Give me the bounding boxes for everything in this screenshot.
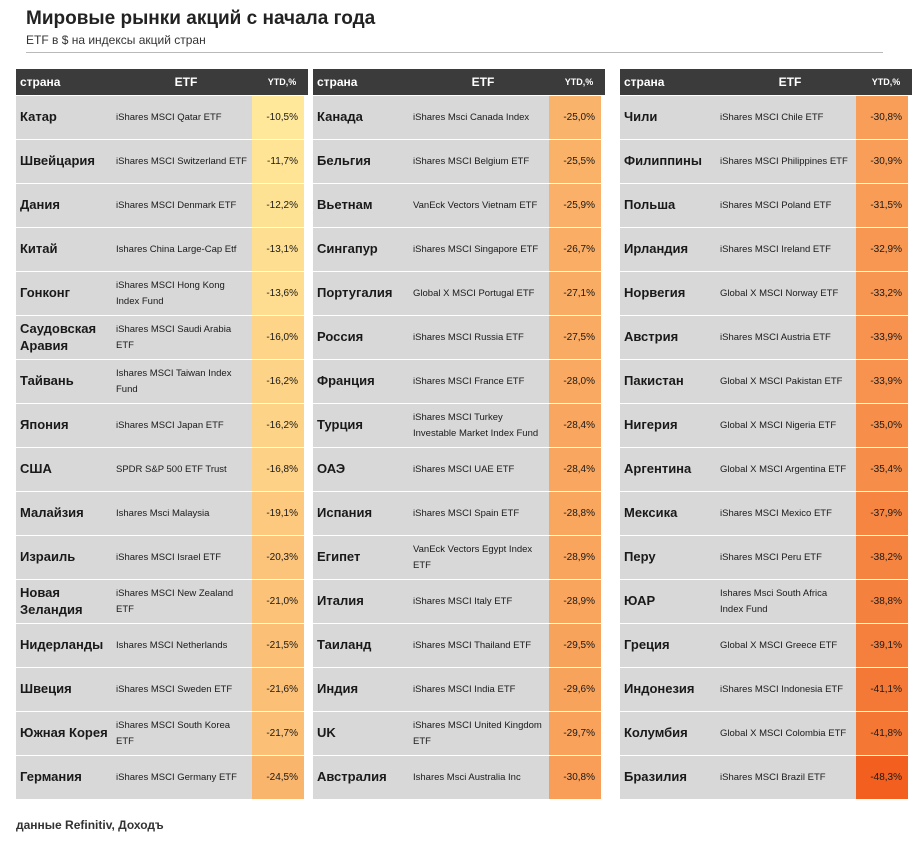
etf-cell: iShares MSCI Thailand ETF	[409, 624, 549, 667]
country-cell: Португалия	[313, 272, 409, 315]
country-cell: UK	[313, 712, 409, 755]
ytd-cell: -29,7%	[549, 712, 601, 755]
country-cell: Гонконг	[16, 272, 112, 315]
table-row	[313, 535, 605, 579]
country-cell: Польша	[620, 184, 716, 227]
country-cell: Норвегия	[620, 272, 716, 315]
table-row	[620, 535, 912, 579]
etf-cell: VanEck Vectors Vietnam ETF	[409, 184, 549, 227]
etf-cell: iShares MSCI Poland ETF	[716, 184, 856, 227]
country-cell: Турция	[313, 404, 409, 447]
etf-cell: iShares MSCI Belgium ETF	[409, 140, 549, 183]
ytd-cell: -28,4%	[549, 448, 601, 491]
ytd-cell: -11,7%	[252, 140, 304, 183]
ytd-cell: -20,3%	[252, 536, 304, 579]
etf-cell: iShares MSCI Russia ETF	[409, 316, 549, 359]
ytd-cell: -33,9%	[856, 316, 908, 359]
etf-cell: iShares MSCI Austria ETF	[716, 316, 856, 359]
country-cell: Пакистан	[620, 360, 716, 403]
table-row	[16, 447, 308, 491]
country-cell: Ирландия	[620, 228, 716, 271]
etf-cell: Ishares Msci South Africa Index Fund	[716, 580, 856, 623]
table-row	[313, 139, 605, 183]
table-header	[313, 69, 605, 95]
etf-cell: iShares MSCI Hong Kong Index Fund	[112, 272, 252, 315]
header-country: страна	[20, 75, 61, 89]
etf-cell: Global X MSCI Portugal ETF	[409, 272, 549, 315]
etf-cell: Global X MSCI Greece ETF	[716, 624, 856, 667]
ytd-cell: -28,4%	[549, 404, 601, 447]
ytd-cell: -38,2%	[856, 536, 908, 579]
country-cell: Южная Корея	[16, 712, 112, 755]
table-row	[620, 95, 912, 139]
country-cell: Бельгия	[313, 140, 409, 183]
country-cell: Аргентина	[620, 448, 716, 491]
ytd-cell: -24,5%	[252, 756, 304, 799]
ytd-cell: -29,6%	[549, 668, 601, 711]
ytd-cell: -30,9%	[856, 140, 908, 183]
etf-cell: iShares MSCI Chile ETF	[716, 96, 856, 139]
table-row	[16, 491, 308, 535]
ytd-cell: -26,7%	[549, 228, 601, 271]
ytd-cell: -27,5%	[549, 316, 601, 359]
ytd-cell: -16,0%	[252, 316, 304, 359]
table-row	[620, 755, 912, 799]
country-cell: Малайзия	[16, 492, 112, 535]
etf-cell: Global X MSCI Pakistan ETF	[716, 360, 856, 403]
table-row	[16, 667, 308, 711]
table-row	[313, 271, 605, 315]
etf-cell: Ishares MSCI Taiwan Index Fund	[112, 360, 252, 403]
ytd-cell: -35,0%	[856, 404, 908, 447]
ytd-cell: -33,2%	[856, 272, 908, 315]
country-cell: Австрия	[620, 316, 716, 359]
table-row	[620, 403, 912, 447]
title-divider	[26, 52, 883, 53]
country-cell: Нидерланды	[16, 624, 112, 667]
etf-cell: Global X MSCI Argentina ETF	[716, 448, 856, 491]
ytd-cell: -13,6%	[252, 272, 304, 315]
table-row	[313, 579, 605, 623]
table-row	[313, 183, 605, 227]
etf-cell: iShares MSCI Indonesia ETF	[716, 668, 856, 711]
ytd-cell: -35,4%	[856, 448, 908, 491]
table-row	[313, 491, 605, 535]
header-ytd: YTD,%	[267, 77, 297, 87]
ytd-cell: -39,1%	[856, 624, 908, 667]
table-row	[16, 227, 308, 271]
table-row	[16, 359, 308, 403]
etf-cell: iShares MSCI Peru ETF	[716, 536, 856, 579]
country-cell: ОАЭ	[313, 448, 409, 491]
ytd-cell: -16,8%	[252, 448, 304, 491]
country-cell: Китай	[16, 228, 112, 271]
ytd-cell: -27,1%	[549, 272, 601, 315]
etf-cell: iShares MSCI Brazil ETF	[716, 756, 856, 799]
table-row	[620, 359, 912, 403]
etf-cell: iShares MSCI Switzerland ETF	[112, 140, 252, 183]
country-cell: Франция	[313, 360, 409, 403]
ytd-cell: -29,5%	[549, 624, 601, 667]
ytd-cell: -28,8%	[549, 492, 601, 535]
table-row	[313, 359, 605, 403]
header-country: страна	[317, 75, 358, 89]
etf-cell: Global X MSCI Nigeria ETF	[716, 404, 856, 447]
source-note: данные Refinitiv, Доходъ	[16, 818, 164, 832]
etf-cell: Global X MSCI Norway ETF	[716, 272, 856, 315]
header-ytd: YTD,%	[871, 77, 901, 87]
table-row	[313, 755, 605, 799]
country-cell: Таиланд	[313, 624, 409, 667]
etf-cell: iShares MSCI Sweden ETF	[112, 668, 252, 711]
etf-cell: iShares MSCI New Zealand ETF	[112, 580, 252, 623]
country-cell: Чили	[620, 96, 716, 139]
ytd-cell: -10,5%	[252, 96, 304, 139]
ytd-cell: -41,8%	[856, 712, 908, 755]
table-row	[620, 667, 912, 711]
table-row	[620, 711, 912, 755]
table-row	[16, 183, 308, 227]
header-etf: ETF	[174, 75, 198, 89]
table-row	[620, 139, 912, 183]
table-row	[16, 623, 308, 667]
etf-cell: iShares MSCI Spain ETF	[409, 492, 549, 535]
country-cell: Египет	[313, 536, 409, 579]
ytd-cell: -25,5%	[549, 140, 601, 183]
ytd-cell: -41,1%	[856, 668, 908, 711]
etf-cell: iShares MSCI Denmark ETF	[112, 184, 252, 227]
etf-cell: iShares MSCI South Korea ETF	[112, 712, 252, 755]
table-row	[620, 183, 912, 227]
table-row	[16, 95, 308, 139]
ytd-cell: -33,9%	[856, 360, 908, 403]
country-cell: Тайвань	[16, 360, 112, 403]
table-row	[16, 579, 308, 623]
table-header	[16, 69, 308, 95]
country-cell: Израиль	[16, 536, 112, 579]
table-row	[16, 271, 308, 315]
country-cell: Испания	[313, 492, 409, 535]
etf-cell: iShares MSCI Mexico ETF	[716, 492, 856, 535]
country-cell: Вьетнам	[313, 184, 409, 227]
market-table-2	[313, 69, 605, 799]
table-row	[16, 755, 308, 799]
etf-cell: Ishares Msci Australia Inc	[409, 756, 549, 799]
country-cell: Швеция	[16, 668, 112, 711]
etf-cell: iShares MSCI Singapore ETF	[409, 228, 549, 271]
market-table-1	[16, 69, 308, 799]
etf-cell: iShares MSCI India ETF	[409, 668, 549, 711]
etf-cell: iShares MSCI Italy ETF	[409, 580, 549, 623]
table-row	[313, 403, 605, 447]
etf-cell: iShares MSCI Germany ETF	[112, 756, 252, 799]
country-cell: Греция	[620, 624, 716, 667]
ytd-cell: -21,0%	[252, 580, 304, 623]
table-row	[620, 315, 912, 359]
table-row	[620, 227, 912, 271]
country-cell: Филиппины	[620, 140, 716, 183]
table-row	[16, 535, 308, 579]
etf-cell: SPDR S&P 500 ETF Trust	[112, 448, 252, 491]
etf-cell: iShares MSCI Japan ETF	[112, 404, 252, 447]
country-cell: Австралия	[313, 756, 409, 799]
table-row	[16, 139, 308, 183]
country-cell: Сингапур	[313, 228, 409, 271]
ytd-cell: -38,8%	[856, 580, 908, 623]
page-title: Мировые рынки акций с начала года	[26, 8, 376, 29]
etf-cell: iShares MSCI France ETF	[409, 360, 549, 403]
ytd-cell: -13,1%	[252, 228, 304, 271]
table-row	[16, 403, 308, 447]
table-row	[620, 447, 912, 491]
header-country: страна	[624, 75, 665, 89]
etf-cell: Ishares China Large-Cap Etf	[112, 228, 252, 271]
ytd-cell: -21,7%	[252, 712, 304, 755]
ytd-cell: -19,1%	[252, 492, 304, 535]
country-cell: Индия	[313, 668, 409, 711]
ytd-cell: -48,3%	[856, 756, 908, 799]
country-cell: Мексика	[620, 492, 716, 535]
etf-cell: iShares MSCI Ireland ETF	[716, 228, 856, 271]
country-cell: Канада	[313, 96, 409, 139]
country-cell: Швейцария	[16, 140, 112, 183]
country-cell: Индонезия	[620, 668, 716, 711]
table-row	[313, 447, 605, 491]
page-subtitle: ETF в $ на индексы акций стран	[26, 33, 206, 47]
table-row	[313, 95, 605, 139]
country-cell: Бразилия	[620, 756, 716, 799]
country-cell: Саудовская Аравия	[16, 316, 112, 359]
table-row	[16, 711, 308, 755]
ytd-cell: -12,2%	[252, 184, 304, 227]
table-row	[620, 623, 912, 667]
ytd-cell: -32,9%	[856, 228, 908, 271]
country-cell: Италия	[313, 580, 409, 623]
ytd-cell: -28,9%	[549, 536, 601, 579]
country-cell: Германия	[16, 756, 112, 799]
ytd-cell: -31,5%	[856, 184, 908, 227]
etf-cell: iShares MSCI United Kingdom ETF	[409, 712, 549, 755]
ytd-cell: -28,9%	[549, 580, 601, 623]
country-cell: Нигерия	[620, 404, 716, 447]
ytd-cell: -30,8%	[549, 756, 601, 799]
country-cell: Колумбия	[620, 712, 716, 755]
table-row	[313, 667, 605, 711]
country-cell: Россия	[313, 316, 409, 359]
etf-cell: iShares MSCI Saudi Arabia ETF	[112, 316, 252, 359]
ytd-cell: -37,9%	[856, 492, 908, 535]
table-row	[16, 315, 308, 359]
ytd-cell: -28,0%	[549, 360, 601, 403]
etf-cell: iShares MSCI Turkey Investable Market Index Fund	[409, 404, 549, 447]
etf-cell: iShares MSCI Israel ETF	[112, 536, 252, 579]
header-etf: ETF	[778, 75, 802, 89]
etf-cell: Ishares Msci Malaysia	[112, 492, 252, 535]
etf-cell: Global X MSCI Colombia ETF	[716, 712, 856, 755]
country-cell: Дания	[16, 184, 112, 227]
etf-cell: iShares MSCI Philippines ETF	[716, 140, 856, 183]
country-cell: Перу	[620, 536, 716, 579]
country-cell: Катар	[16, 96, 112, 139]
country-cell: Новая Зеландия	[16, 580, 112, 623]
table-header	[620, 69, 912, 95]
etf-cell: iShares MSCI UAE ETF	[409, 448, 549, 491]
ytd-cell: -16,2%	[252, 404, 304, 447]
ytd-cell: -21,5%	[252, 624, 304, 667]
ytd-cell: -16,2%	[252, 360, 304, 403]
etf-cell: Ishares MSCI Netherlands	[112, 624, 252, 667]
market-table-3	[620, 69, 912, 799]
table-row	[313, 315, 605, 359]
ytd-cell: -30,8%	[856, 96, 908, 139]
ytd-cell: -25,9%	[549, 184, 601, 227]
table-row	[313, 711, 605, 755]
header-ytd: YTD,%	[564, 77, 594, 87]
table-row	[620, 491, 912, 535]
table-row	[620, 579, 912, 623]
ytd-cell: -25,0%	[549, 96, 601, 139]
table-row	[313, 623, 605, 667]
etf-cell: VanEck Vectors Egypt Index ETF	[409, 536, 549, 579]
etf-cell: iShares MSCI Qatar ETF	[112, 96, 252, 139]
country-cell: Япония	[16, 404, 112, 447]
header-etf: ETF	[471, 75, 495, 89]
table-row	[313, 227, 605, 271]
etf-cell: iShares Msci Canada Index	[409, 96, 549, 139]
ytd-cell: -21,6%	[252, 668, 304, 711]
country-cell: ЮАР	[620, 580, 716, 623]
country-cell: США	[16, 448, 112, 491]
table-row	[620, 271, 912, 315]
